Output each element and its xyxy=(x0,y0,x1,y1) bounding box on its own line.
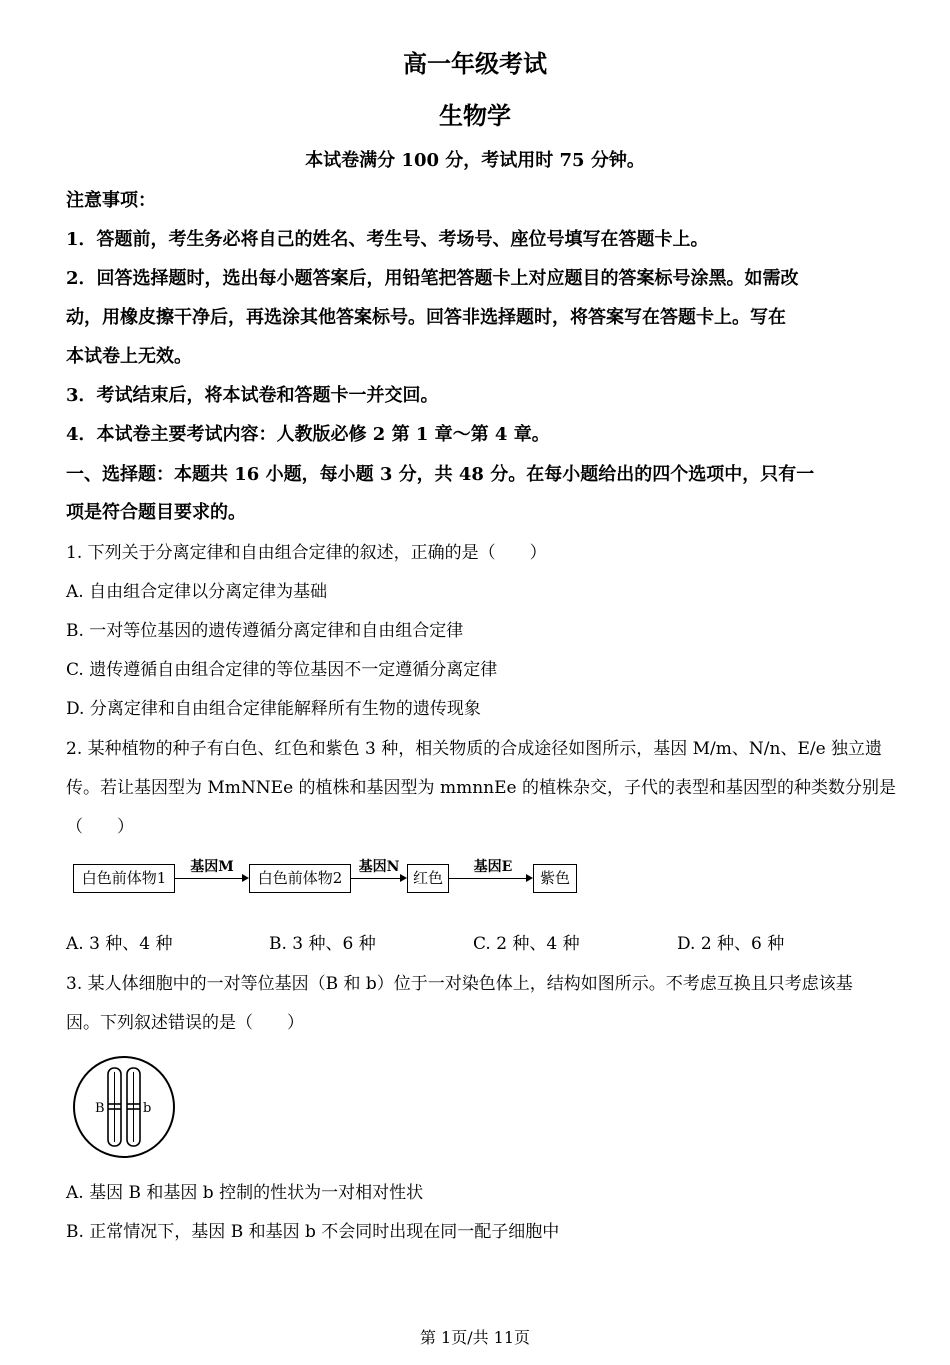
q2-stem: 2. 某种植物的种子有白色、红色和紫色 3 种，相关物质的合成途径如图所示，基因 M/m、N/n、E/e 独立遗 xyxy=(66,739,883,759)
pathway-arrow-label: 基因E xyxy=(473,859,513,875)
notice-line: 动，用橡皮擦干净后，再选涂其他答案标号。回答非选择题时，将答案写在答题卡上。写在 xyxy=(66,307,786,328)
pathway-arrow-label: 基因M xyxy=(190,859,234,875)
q2-stem: （ ） xyxy=(66,817,134,837)
subject-title: 生物学 xyxy=(439,101,511,130)
notice-heading: 注意事项： xyxy=(66,190,156,211)
arrow-right-icon xyxy=(175,878,247,879)
notice-line: 4．本试卷主要考试内容：人教版必修 2 第 1 章～第 4 章。 xyxy=(66,424,550,445)
arrow-right-icon xyxy=(449,878,531,879)
notice-line: 2．回答选择题时，选出每小题答案后，用铅笔把答题卡上对应题目的答案标号涂黑。如需改 xyxy=(66,268,799,289)
section-heading: 一、选择题：本题共 16 小题，每小题 3 分，共 48 分。在每小题给出的四个选项中，只有一 xyxy=(66,464,815,485)
q1-option-c: C. 遗传遵循自由组合定律的等位基因不一定遵循分离定律 xyxy=(66,660,498,680)
q2-option-d: D. 2 种、6 种 xyxy=(677,934,785,954)
pathway-box: 紫色 xyxy=(533,864,577,893)
exam-title: 高一年级考试 xyxy=(403,49,547,78)
q1-option-b: B. 一对等位基因的遗传遵循分离定律和自由组合定律 xyxy=(66,621,464,641)
q1-option-d: D. 分离定律和自由组合定律能解释所有生物的遗传现象 xyxy=(66,699,481,719)
q3-stem: 3. 某人体细胞中的一对等位基因（B 和 b）位于一对染色体上，结构如图所示。不考虑互换且只考虑该基 xyxy=(66,974,853,994)
page-number: 第 1页/共 11页 xyxy=(419,1328,531,1347)
q1-option-a: A. 自由组合定律以分离定律为基础 xyxy=(66,582,328,602)
arrow-right-icon xyxy=(351,878,405,879)
pathway-box: 白色前体物1 xyxy=(73,864,175,893)
notice-line: 1．答题前，考生务必将自己的姓名、考生号、考场号、座位号填写在答题卡上。 xyxy=(66,229,709,250)
pathway-box: 白色前体物2 xyxy=(249,864,351,893)
exam-subtitle: 本试卷满分 100 分，考试用时 75 分钟。 xyxy=(305,150,645,171)
pathway-box: 红色 xyxy=(407,864,449,893)
q3-stem: 因。下列叙述错误的是（ ） xyxy=(66,1013,304,1033)
notice-line: 本试卷上无效。 xyxy=(66,346,192,367)
q2-option-b: B. 3 种、6 种 xyxy=(269,934,376,954)
q3-option-a: A. 基因 B 和基因 b 控制的性状为一对相对性状 xyxy=(66,1183,424,1203)
q3-option-b: B. 正常情况下，基因 B 和基因 b 不会同时出现在同一配子细胞中 xyxy=(66,1222,560,1242)
q2-stem: 传。若让基因型为 MmNNEe 的植株和基因型为 mmnnEe 的植株杂交，子代的表型和基因型的种类数分别是 xyxy=(66,778,896,798)
chromosome-diagram xyxy=(70,1054,180,1160)
cell-outline xyxy=(74,1057,174,1157)
allele-label-left: B xyxy=(95,1101,105,1116)
section-heading: 项是符合题目要求的。 xyxy=(66,502,246,523)
pathway-arrow-label: 基因N xyxy=(358,859,400,875)
allele-label-right: b xyxy=(143,1101,152,1116)
q2-option-c: C. 2 种、4 种 xyxy=(473,934,580,954)
q1-stem: 1. 下列关于分离定律和自由组合定律的叙述，正确的是（ ） xyxy=(66,543,547,563)
q2-option-a: A. 3 种、4 种 xyxy=(66,934,173,954)
notice-line: 3．考试结束后，将本试卷和答题卡一并交回。 xyxy=(66,385,439,406)
